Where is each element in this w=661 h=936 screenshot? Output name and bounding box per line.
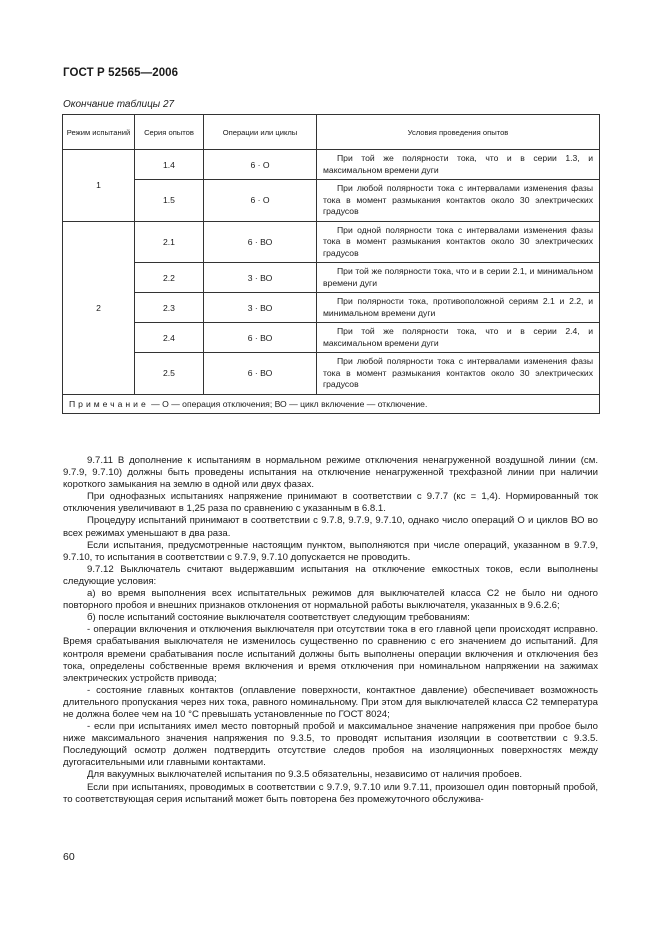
table-header-row (63, 115, 600, 150)
cell-conditions-text: При той же полярности тока, что и в серии 1.3, и максимальном времени дуги (323, 153, 593, 175)
cell-conditions (317, 263, 600, 293)
cell-conditions-text: При любой полярности тока с интервалами изменения фазы тока в момент размыкания контактов около 30 электрических градусов (323, 183, 593, 216)
cell-conditions (317, 323, 600, 353)
cell-conditions (317, 221, 600, 263)
paragraph: - состояние главных контактов (оплавление поверхности, контактное давление) обеспечивает возможность длительного пропускания через них тока, равного номинальному. При этом для выключателей класса С2 температура не должна более чем на 10 °С превышать установленные по ГОСТ 8024; (63, 684, 598, 720)
paragraph: Для вакуумных выключателей испытания по 9.3.5 обязательны, независимо от наличия пробоев. (87, 769, 523, 781)
cell-conditions-text: При той же полярности тока, что и в серии 2.1, и минимальном времени дуги (323, 266, 593, 288)
cell-operations: 3 · ВО (204, 263, 317, 293)
table-row (63, 323, 600, 353)
cell-series: 2.3 (135, 293, 204, 323)
paragraph: Процедуру испытаний принимают в соответствии с 9.7.8, 9.7.9, 9.7.10, однако число операций О и циклов ВО во всех режимах уменьшают в два раза. (63, 515, 598, 539)
cell-conditions (317, 150, 600, 180)
note-label: Примечание (69, 398, 149, 409)
paragraph: - если при испытаниях имел место повторный пробой и максимальное значение напряжения при пробое было ниже максимального значения напряжения по 9.3.5, то проводят испытания изоляции в соответствии с 9.3.5. Последующий осмотр должен подтвердить отсутствие следов пробоя на изоляционных поверхностях между дугогасительными или главными контактами. (63, 721, 598, 769)
paragraph: - операции включения и отключения выключателя при отсутствии тока в его главной цепи происходят исправно. Время срабатывания выключателя не изменилось существенно по сравнению с его значением до испытаний. Для контроля времени срабатывания после испытаний должны быть выполнены операции включения и отключения без тока, определены собственные время включения и время отключения при номинальном напряжении на зажимах электрических устройств привода; (63, 624, 598, 684)
cell-conditions (317, 180, 600, 222)
cell-conditions-text: При одной полярности тока с интервалами изменения фазы тока в момент размыкания контактов около 30 электрических градусов (323, 224, 593, 258)
cell-operations: 6 · ВО (204, 353, 317, 395)
col-header-series: Серия опытов (135, 115, 204, 150)
paragraph: б) после испытаний состояние выключателя соответствует следующим требованиям: (87, 612, 470, 624)
paragraph: 9.7.12 Выключатель считают выдержавшим испытания на отключение емкостных токов, если выполнены следующие условия: (63, 563, 598, 587)
note-text: — О — операция отключения; ВО — цикл включение — отключение. (148, 398, 428, 409)
table-row (63, 353, 600, 395)
table-row (63, 180, 600, 222)
cell-series: 1.5 (135, 180, 204, 222)
cell-series: 2.1 (135, 221, 204, 263)
body-text (63, 455, 598, 806)
table-row (63, 293, 600, 323)
col-header-conditions: Условия проведения опытов (317, 115, 600, 150)
cell-conditions (317, 293, 600, 323)
cell-series: 1.4 (135, 150, 204, 180)
cell-conditions-text: При той же полярности тока, что и в серии 2.4, и максимальном времени дуги (323, 326, 593, 348)
cell-operations: 3 · ВО (204, 293, 317, 323)
table-note-row (63, 394, 600, 413)
col-header-mode: Режим испытаний (63, 115, 135, 150)
paragraph: 9.7.11 В дополнение к испытаниям в нормальном режиме отключения ненагруженной воздушной линии (см. 9.7.9, 9.7.10) должны быть проведены испытания на отключение ненагруженной трехфазной линии при наличии короткого замыкания на землю в одной или двух фазах. (63, 455, 598, 491)
table-row (63, 263, 600, 293)
page-number: 60 (63, 851, 75, 863)
cell-mode: 2 (63, 221, 135, 394)
paragraph: Если испытания, предусмотренные настоящим пунктом, выполняются при числе операций, указанном в 9.7.9, 9.7.10, то испытания в соответствии с 9.7.9, 9.7.10 допускается не проводить. (63, 539, 598, 563)
table-row (63, 221, 600, 263)
table-caption: Окончание таблицы 27 (63, 99, 175, 110)
cell-operations: 6 · О (204, 150, 317, 180)
table-note (63, 394, 600, 413)
cell-conditions-text: При любой полярности тока с интервалами изменения фазы тока в момент размыкания контактов около 30 электрических градусов (323, 356, 593, 389)
table-row (63, 150, 600, 180)
document-header: ГОСТ Р 52565—2006 (63, 67, 179, 79)
cell-series: 2.4 (135, 323, 204, 353)
cell-operations: 6 · ВО (204, 323, 317, 353)
cell-mode: 1 (63, 150, 135, 222)
col-header-operations: Операции или циклы (204, 115, 317, 150)
cell-series: 2.2 (135, 263, 204, 293)
paragraph: Если при испытаниях, проводимых в соответствии с 9.7.9, 9.7.10 или 9.7.11, произошел один повторный пробой, то соответствующая серия испытаний может быть повторена без промежуточного обслужива- (63, 781, 598, 805)
paragraph: а) во время выполнения всех испытательных режимов для выключателей класса С2 не было ни одного повторного пробоя и внешних признаков отклонения от нормальной работы выключателя, указанных в 9.6.2.6; (63, 588, 598, 612)
cell-series: 2.5 (135, 353, 204, 395)
cell-operations: 6 · ВО (204, 221, 317, 263)
paragraph: При однофазных испытаниях напряжение принимают в соответствии с 9.7.7 (кс = 1,4). Нормированный ток отключения увеличивают в 1,25 раза по сравнению с указанным в 6.8.1. (63, 491, 598, 515)
cell-conditions (317, 353, 600, 395)
table-27 (62, 114, 600, 414)
cell-conditions-text: При полярности тока, противоположной сериям 2.1 и 2.2, и минимальном времени дуги (323, 296, 593, 318)
cell-operations: 6 · О (204, 180, 317, 222)
